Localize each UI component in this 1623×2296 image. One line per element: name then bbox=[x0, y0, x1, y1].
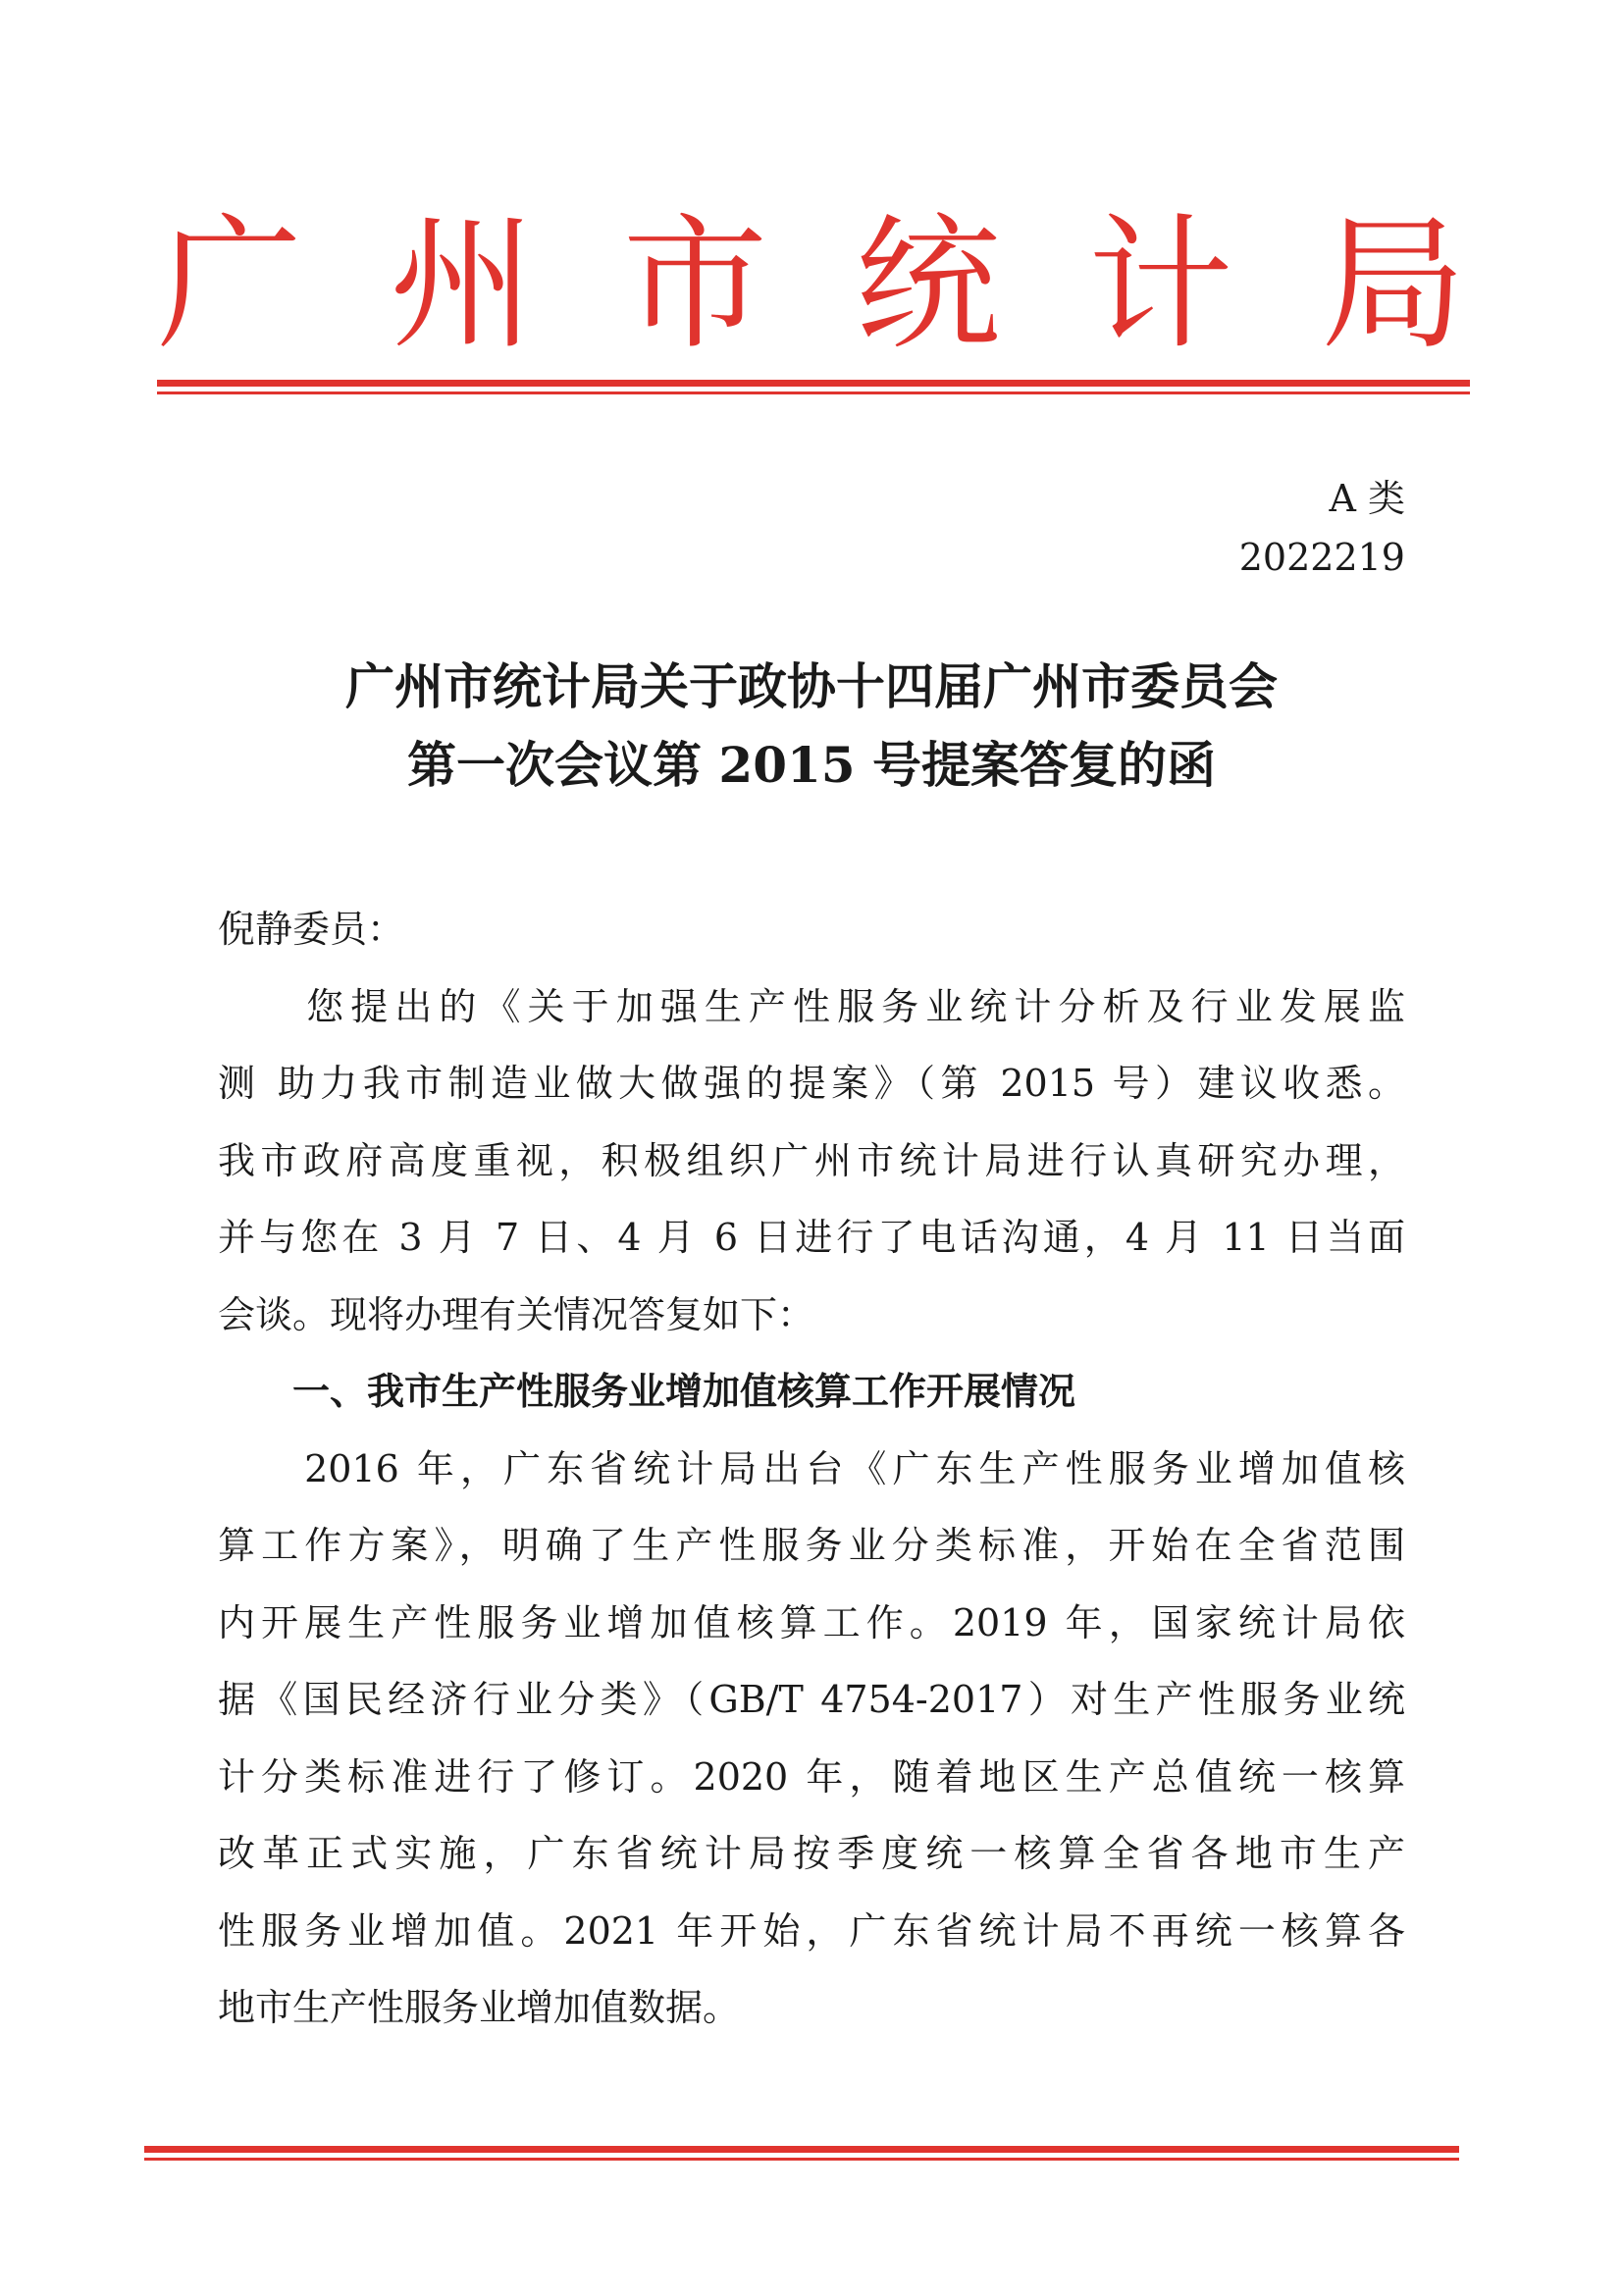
letterhead-char: 市 bbox=[622, 200, 768, 369]
document-category: A 类 bbox=[1329, 477, 1405, 520]
letterhead-char: 局 bbox=[1320, 200, 1466, 369]
letterhead-title bbox=[157, 201, 1466, 368]
section-heading: 一、我市生产性服务业增加值核算工作开展情况 bbox=[218, 1370, 1076, 1413]
body-line: 我市政府高度重视，积极组织广州市统计局进行认真研究办理， bbox=[218, 1138, 1405, 1182]
letterhead-char: 州 bbox=[390, 200, 536, 369]
section-line: 内开展生产性服务业增加值核算工作。2019 年，国家统计局依 bbox=[218, 1600, 1405, 1644]
document-heading bbox=[157, 648, 1466, 805]
heading-line-1: 广州市统计局关于政协十四届广州市委员会 bbox=[345, 657, 1278, 715]
letterhead-char: 计 bbox=[1087, 200, 1233, 369]
section-line: 据《国民经济行业分类》（GB/T 4754-2017）对生产性服务业统 bbox=[218, 1678, 1405, 1721]
body-line: 并与您在 3 月 7 日、4 月 6 日进行了电话沟通，4 月 11 日当面 bbox=[218, 1216, 1405, 1259]
document-meta bbox=[1239, 469, 1405, 587]
heading-line-2: 第一次会议第 2015 号提案答复的函 bbox=[407, 736, 1216, 794]
section-line: 性服务业增加值。2021 年开始，广东省统计局不再统一核算各 bbox=[218, 1908, 1405, 1953]
divider-thin-line bbox=[144, 2158, 1459, 2161]
body-line: 测 助力我市制造业做大做强的提案》（第 2015 号）建议收悉。 bbox=[218, 1062, 1405, 1105]
letterhead-char: 广 bbox=[157, 200, 302, 369]
divider-thin-line bbox=[157, 391, 1470, 394]
salutation: 倪静委员： bbox=[218, 908, 405, 951]
footer-divider bbox=[144, 2146, 1459, 2161]
document-body bbox=[218, 891, 1405, 2047]
section-line: 计分类标准进行了修订。2020 年，随着地区生产总值统一核算 bbox=[218, 1754, 1405, 1799]
letterhead-char: 统 bbox=[855, 200, 1001, 369]
section-line: 2016 年，广东省统计局出台《广东生产性服务业增加值核 bbox=[218, 1446, 1405, 1490]
letterhead-divider bbox=[157, 380, 1470, 394]
divider-thick-line bbox=[157, 380, 1470, 387]
section-line: 算工作方案》，明确了生产性服务业分类标准，开始在全省范围 bbox=[218, 1524, 1405, 1567]
divider-thick-line bbox=[144, 2146, 1459, 2153]
body-line: 您提出的《关于加强生产性服务业统计分析及行业发展监 bbox=[218, 984, 1405, 1028]
section-line: 改革正式实施，广东省统计局按季度统一核算全省各地市生产 bbox=[218, 1832, 1405, 1875]
document-number: 2022219 bbox=[1238, 536, 1405, 579]
section-line: 地市生产性服务业增加值数据。 bbox=[218, 1986, 741, 2029]
body-line: 会谈。现将办理有关情况答复如下： bbox=[218, 1292, 815, 1336]
